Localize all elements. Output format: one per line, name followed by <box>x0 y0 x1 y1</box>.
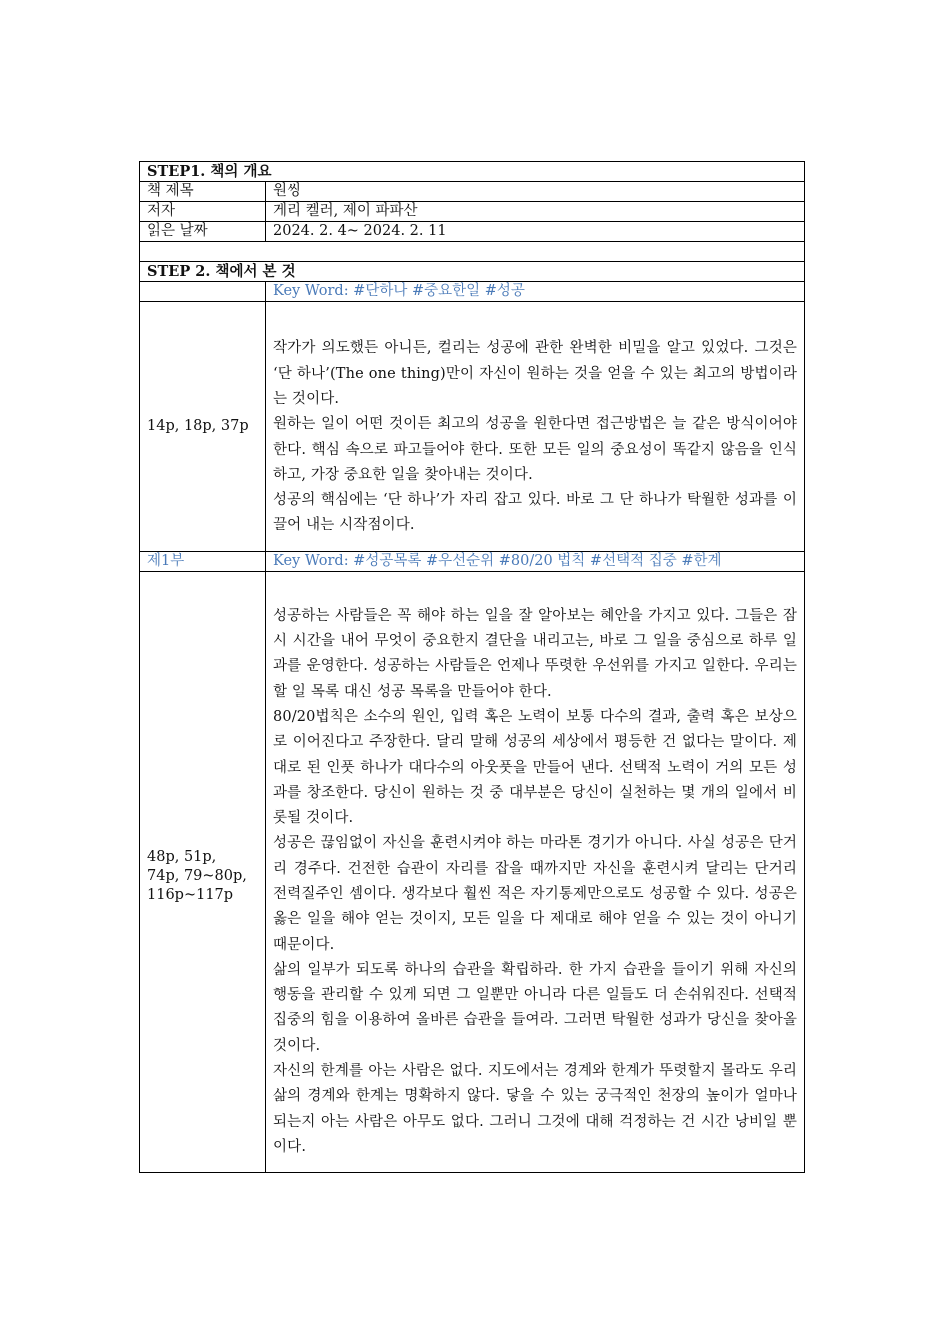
section2-paragraph: 80/20법칙은 소수의 원인, 입력 혹은 노력이 보통 다수의 결과, 출력 혹은 보상으로 이어진다고 주장한다. 달리 말해 성공의 세상에서 평등한 건 없다는 말이다. 제대로 된 인풋 하나가 대다수의 아웃풋을 만들어 낸다. 선택적 노력이 거의 모든 성과를 창조한다. 당신이 원하는 것 중 대부분은 당신이 실천하는 몇 개의 일에서 비롯될 것이다. <box>273 708 798 827</box>
step1-heading: STEP1. 책의 개요 <box>140 162 805 182</box>
date-value: 2024. 2. 4~ 2024. 2. 11 <box>266 222 805 242</box>
title-row <box>140 182 805 202</box>
step2-heading: STEP 2. 책에서 본 것 <box>140 262 805 282</box>
section1-pages: 14p, 18p, 37p <box>140 302 266 552</box>
section1-keywords: Key Word: #단하나 #중요한일 #성공 <box>266 282 805 302</box>
section2-body <box>266 572 805 1173</box>
section1-paragraph: 작가가 의도했든 아니든, 컬리는 성공에 관한 완벽한 비밀을 알고 있었다. 그것은 ‘단 하나’(The one thing)만이 자신이 원하는 것을 얻을 수 있는 최고의 방법이라는 것이다. <box>273 340 798 407</box>
section1-content-row <box>140 302 805 552</box>
spacer-cell <box>140 242 805 262</box>
section1-keyword-row <box>140 282 805 302</box>
step2-heading-row <box>140 262 805 282</box>
section2-pages-line: 48p, 51p, <box>147 848 217 865</box>
book-report-table <box>139 161 805 1173</box>
section2-label: 제1부 <box>140 552 266 572</box>
book-report-sheet <box>139 161 804 1173</box>
author-row <box>140 202 805 222</box>
author-label: 저자 <box>140 202 266 222</box>
section2-pages-line: 74p, 79~80p, <box>147 867 247 884</box>
section2-keywords: Key Word: #성공목록 #우선순위 #80/20 법칙 #선택적 집중 #한계 <box>266 552 805 572</box>
section1-label <box>140 282 266 302</box>
section1-paragraph: 원하는 일이 어떤 것이든 최고의 성공을 원한다면 접근방법은 늘 같은 방식이어야 한다. 핵심 속으로 파고들어야 한다. 또한 모든 일의 중요성이 똑같지 않음을 인식하고, 가장 중요한 일을 찾아내는 것이다. <box>273 416 798 483</box>
section2-content-row <box>140 572 805 1173</box>
section1-paragraph: 성공의 핵심에는 ‘단 하나’가 자리 잡고 있다. 바로 그 단 하나가 탁월한 성과를 이끌어 내는 시작점이다. <box>273 492 798 534</box>
date-row <box>140 222 805 242</box>
title-label: 책 제목 <box>140 182 266 202</box>
section2-paragraph: 자신의 한계를 아는 사람은 없다. 지도에서는 경계와 한계가 뚜렷할지 몰라도 우리 삶의 경계와 한계는 명확하지 않다. 닿을 수 있는 궁극적인 천장의 높이가 얼마나 되는지 아는 사람은 아무도 없다. 그러니 그것에 대해 걱정하는 건 시간 낭비일 뿐이다. <box>273 1063 798 1155</box>
spacer-row <box>140 242 805 262</box>
section1-body <box>266 302 805 552</box>
author-value: 게리 켈러, 제이 파파산 <box>266 202 805 222</box>
section2-paragraph: 성공은 끊임없이 자신을 훈련시켜야 하는 마라톤 경기가 아니다. 사실 성공은 단거리 경주다. 건전한 습관이 자리를 잡을 때까지만 자신을 훈련시켜 달리는 단거리 전력질주인 셈이다. 생각보다 훨씬 적은 자기통제만으로도 성공할 수 있다. 성공은 옳은 일을 해야 얻는 것이지, 모든 일을 다 제대로 해야 얻을 수 있는 것이 아니기 때문이다. <box>273 835 798 953</box>
section2-keyword-row <box>140 552 805 572</box>
title-value: 원씽 <box>266 182 805 202</box>
section2-pages <box>140 572 266 1173</box>
step1-heading-row <box>140 162 805 182</box>
section2-pages-line: 116p~117p <box>147 886 234 903</box>
date-label: 읽은 날짜 <box>140 222 266 242</box>
section2-paragraph: 삶의 일부가 되도록 하나의 습관을 확립하라. 한 가지 습관을 들이기 위해 자신의 행동을 관리할 수 있게 되면 그 일뿐만 아니라 다른 일들도 더 손쉬워진다. 선택적 집중의 힘을 이용하여 올바른 습관을 들여라. 그러면 탁월한 성과가 당신을 찾아올 것이다. <box>273 961 798 1054</box>
section2-paragraph: 성공하는 사람들은 꼭 해야 하는 일을 잘 알아보는 혜안을 가지고 있다. 그들은 잠시 시간을 내어 무엇이 중요한지 결단을 내리고는, 바로 그 일을 중심으로 하루 일과를 운영한다. 성공하는 사람들은 언제나 뚜렷한 우선위를 가지고 일한다. 우리는 할 일 목록 대신 성공 목록을 만들어야 한다. <box>273 607 798 700</box>
